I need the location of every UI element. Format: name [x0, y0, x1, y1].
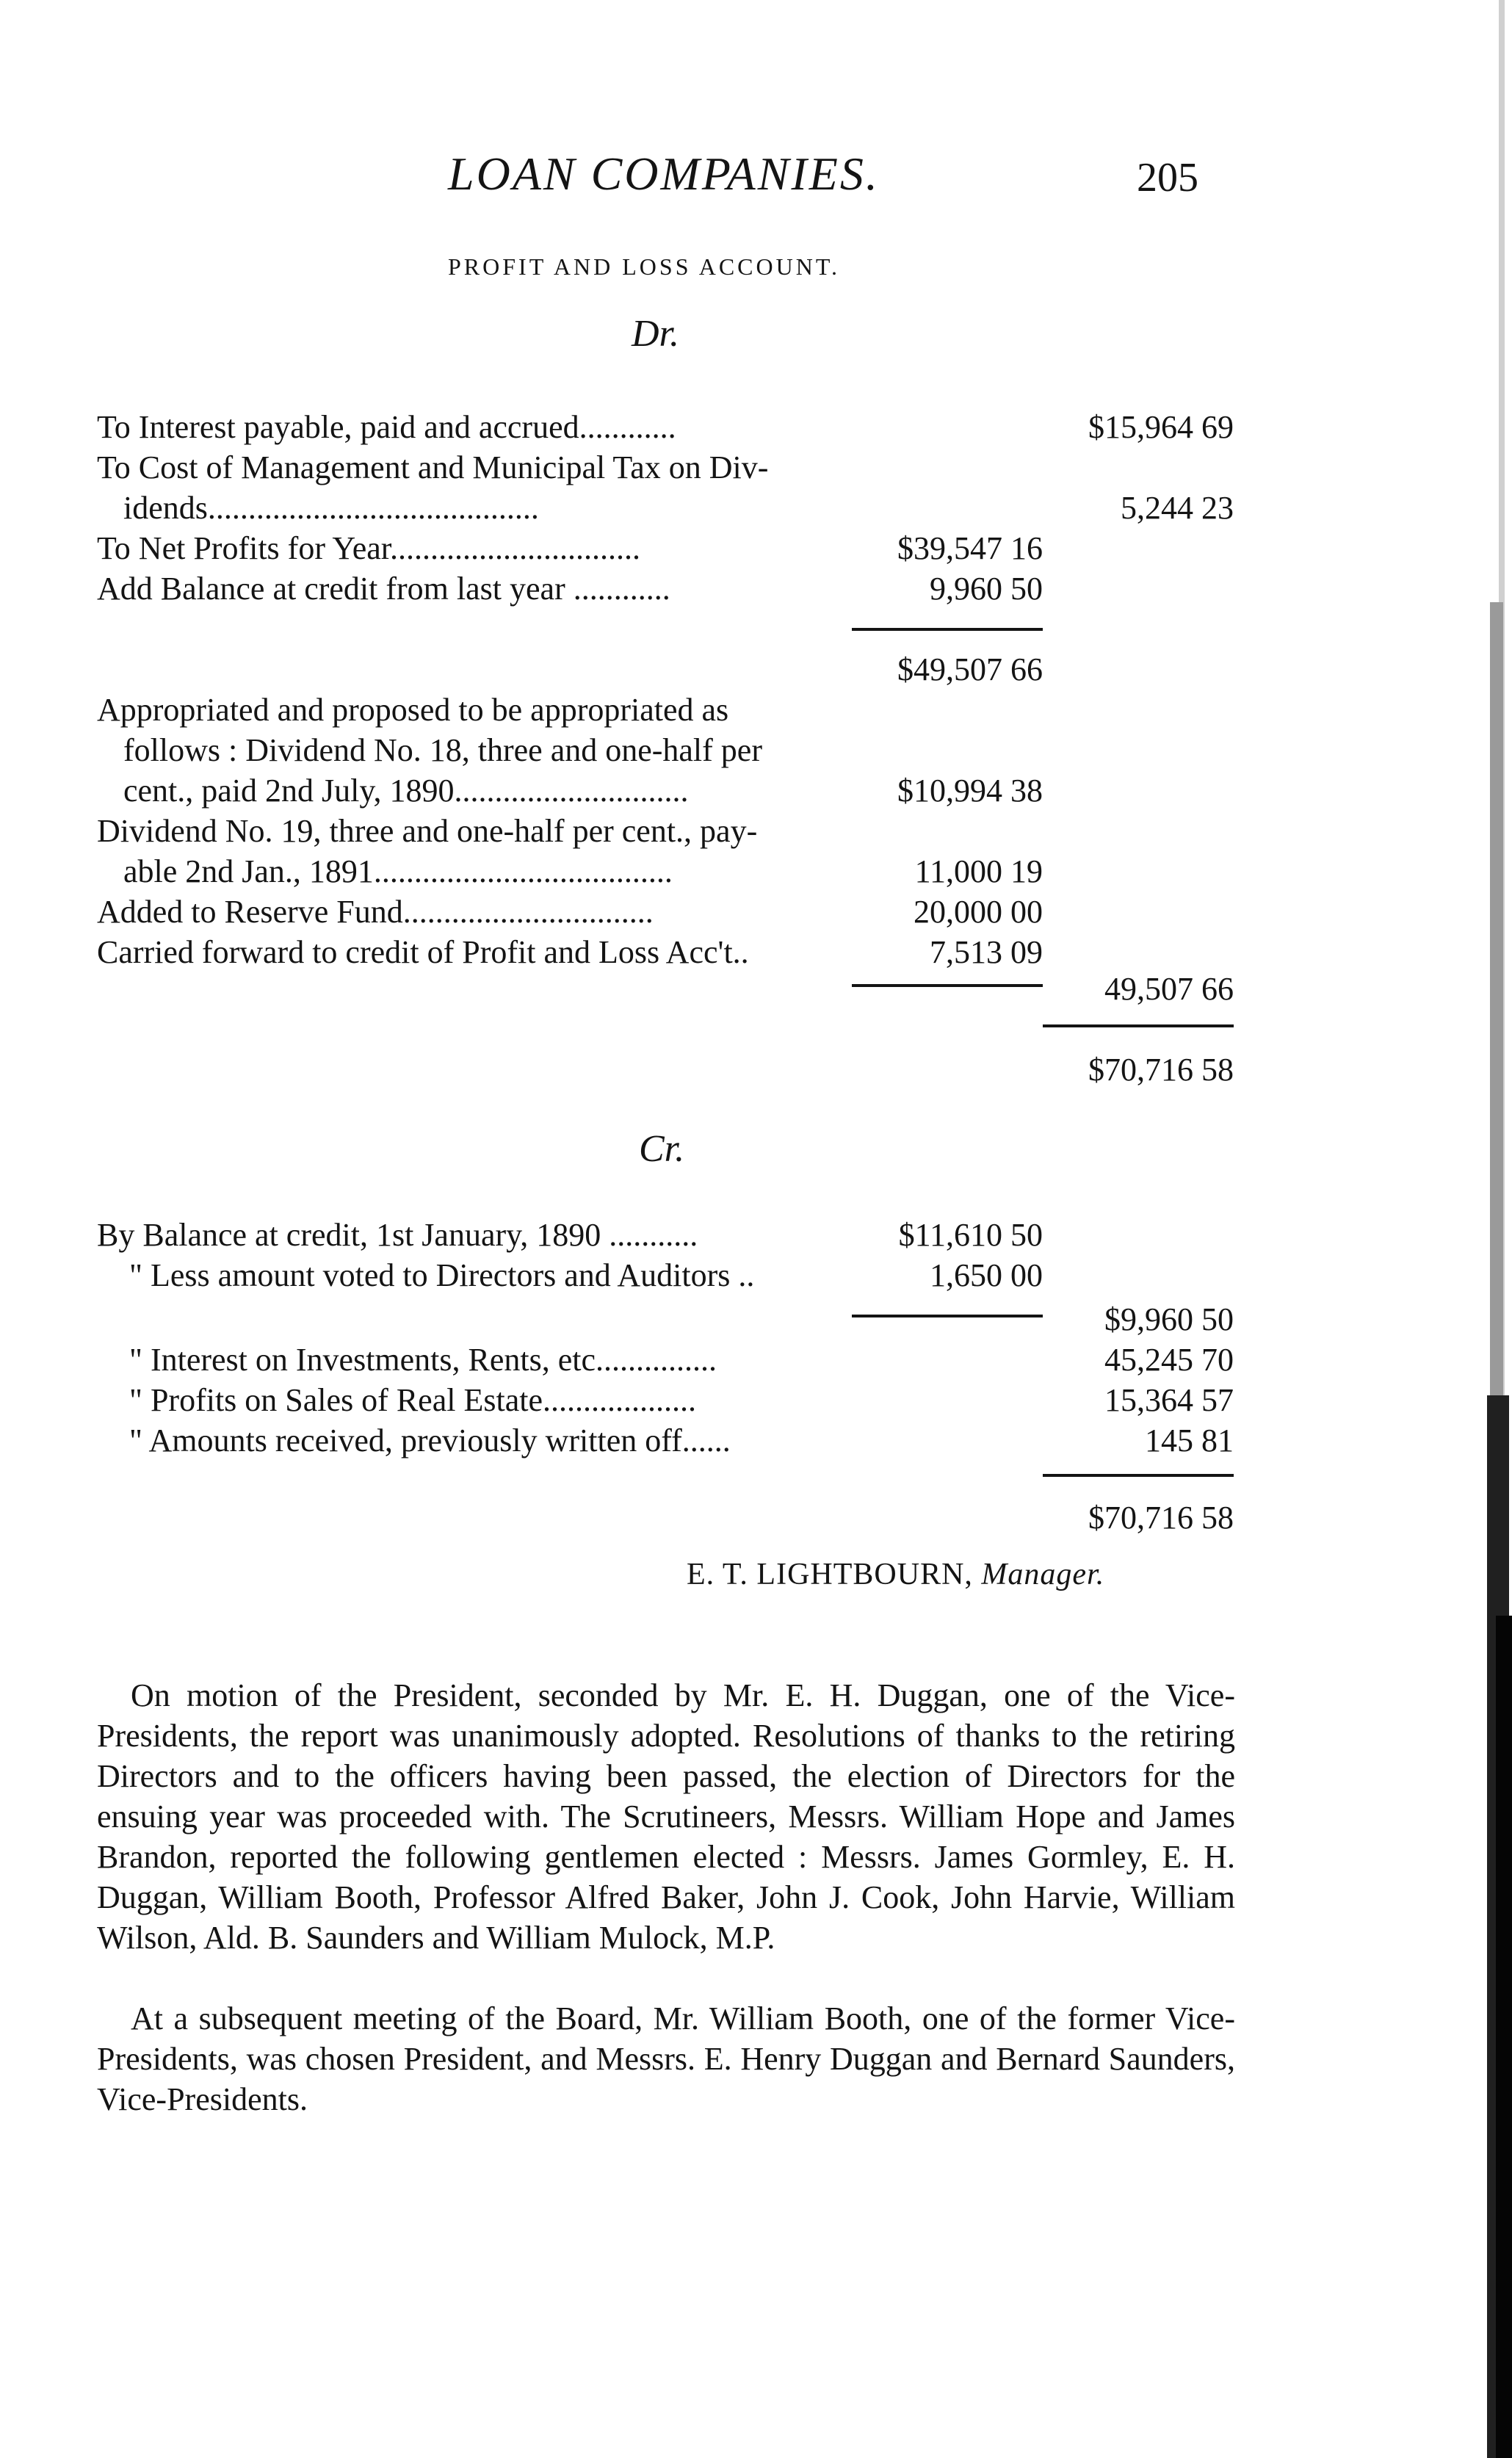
debit-row-label: Appropriated and proposed to be appropriated as — [97, 692, 729, 728]
credit-row-label: By Balance at credit, 1st January, 1890 ........... — [97, 1217, 698, 1253]
credit-row-amount: $11,610 50 — [898, 1217, 1043, 1253]
page-number: 205 — [1137, 155, 1198, 200]
debit-row — [0, 488, 1512, 528]
debit-row — [0, 771, 1512, 811]
credit-row-label: " Less amount voted to Directors and Auditors .. — [129, 1257, 755, 1293]
debit-subtotal-row — [0, 969, 1512, 1009]
credit-row-amount: 145 81 — [1145, 1423, 1234, 1458]
debit-row-label: Add Balance at credit from last year ............ — [97, 571, 670, 607]
credit-row-label: " Interest on Investments, Rents, etc............... — [129, 1342, 717, 1378]
debit-row-amount: $49,507 66 — [897, 651, 1043, 687]
credit-total: $70,716 58 — [1088, 1500, 1234, 1536]
paragraph-election: On motion of the President, seconded by Mr. E. H. Duggan, one of the Vice-Presidents, the report was unanimously adopted. Resolutions of thanks to the retiring Directors and to the officers having been passed, the election of Directors for the ensuing year was proceeded with. The Scrutineers, Messrs. William Hope and James Brandon, reported the following gentlemen elected : Messrs. James Gormley, E. H. Duggan, William Booth, Professor Alfred Baker, John J. Cook, John Harvie, William Wilson, Ald. B. Saunders and William Mulock, M.P. — [97, 1677, 1235, 1956]
signature-role: Manager. — [981, 1558, 1105, 1591]
running-title: LOAN COMPANIES. — [448, 148, 880, 200]
debit-row-amount: 20,000 00 — [914, 894, 1043, 930]
credit-row-label: " Profits on Sales of Real Estate................... — [129, 1382, 696, 1418]
credit-row-amount: 45,245 70 — [1104, 1342, 1234, 1378]
running-head — [0, 147, 1512, 220]
signature-name: E. T. LIGHTBOURN, — [687, 1558, 973, 1591]
credit-heading: Cr. — [639, 1128, 685, 1170]
debit-row — [0, 811, 1512, 851]
debit-row — [0, 569, 1512, 609]
credit-row-amount: 1,650 00 — [930, 1257, 1043, 1293]
debit-total: $70,716 58 — [1088, 1052, 1234, 1088]
credit-row — [0, 1256, 1512, 1295]
debit-row — [0, 529, 1512, 568]
debit-row-label: To Net Profits for Year............................... — [97, 530, 641, 566]
credit-row — [0, 1421, 1512, 1461]
debit-row-label: idends......................................... — [123, 490, 539, 526]
page-edge-shadow — [1461, 0, 1512, 2458]
debit-row-amount: $39,547 16 — [897, 530, 1043, 566]
credit-row — [0, 1300, 1512, 1340]
signature — [687, 1557, 1104, 1592]
credit-total-row — [0, 1498, 1512, 1538]
debit-row-label: Carried forward to credit of Profit and Loss Acc't.. — [97, 934, 749, 970]
section-title: PROFIT AND LOSS ACCOUNT. — [448, 253, 841, 280]
debit-row-label: To Cost of Management and Municipal Tax on Div- — [97, 449, 769, 485]
debit-row-label: Dividend No. 19, three and one-half per cent., pay- — [97, 813, 758, 849]
total-rule — [1043, 1474, 1234, 1477]
debit-row-label: follows : Dividend No. 18, three and one-half per — [123, 732, 762, 768]
credit-row-label: " Amounts received, previously written off...... — [129, 1423, 731, 1458]
paragraph-board-meeting: At a subsequent meeting of the Board, Mr. William Booth, one of the former Vice-Presidents, was chosen President, and Messrs. E. Henry Duggan and Bernard Saunders, Vice-Presidents. — [97, 2000, 1235, 2117]
debit-row — [0, 448, 1512, 488]
debit-row — [0, 852, 1512, 892]
total-rule — [1043, 1024, 1234, 1027]
debit-row-label: cent., paid 2nd July, 1890............................. — [123, 773, 689, 809]
debit-row-label: able 2nd Jan., 1891..................................... — [123, 853, 673, 889]
debit-row-amount: 5,244 23 — [1121, 490, 1234, 526]
credit-row — [0, 1340, 1512, 1380]
debit-row — [0, 933, 1512, 972]
credit-row — [0, 1215, 1512, 1255]
debit-row — [0, 690, 1512, 730]
debit-row-amount: 11,000 19 — [914, 853, 1043, 889]
credit-row-amount: $9,960 50 — [1104, 1301, 1234, 1337]
debit-row — [0, 892, 1512, 932]
debit-row-amount: 9,960 50 — [930, 571, 1043, 607]
credit-row — [0, 1381, 1512, 1420]
debit-row — [0, 650, 1512, 690]
debit-heading: Dr. — [632, 313, 680, 355]
sum-rule — [852, 628, 1043, 631]
debit-row — [0, 408, 1512, 447]
debit-total-row — [0, 1050, 1512, 1090]
debit-row — [0, 731, 1512, 770]
debit-row-amount: $15,964 69 — [1088, 409, 1234, 445]
debit-row-label: Added to Reserve Fund............................... — [97, 894, 654, 930]
debit-row-amount: 7,513 09 — [930, 934, 1043, 970]
debit-subtotal: 49,507 66 — [1104, 971, 1234, 1007]
debit-row-amount: $10,994 38 — [897, 773, 1043, 809]
debit-row-label: To Interest payable, paid and accrued............ — [97, 409, 676, 445]
credit-row-amount: 15,364 57 — [1104, 1382, 1234, 1418]
